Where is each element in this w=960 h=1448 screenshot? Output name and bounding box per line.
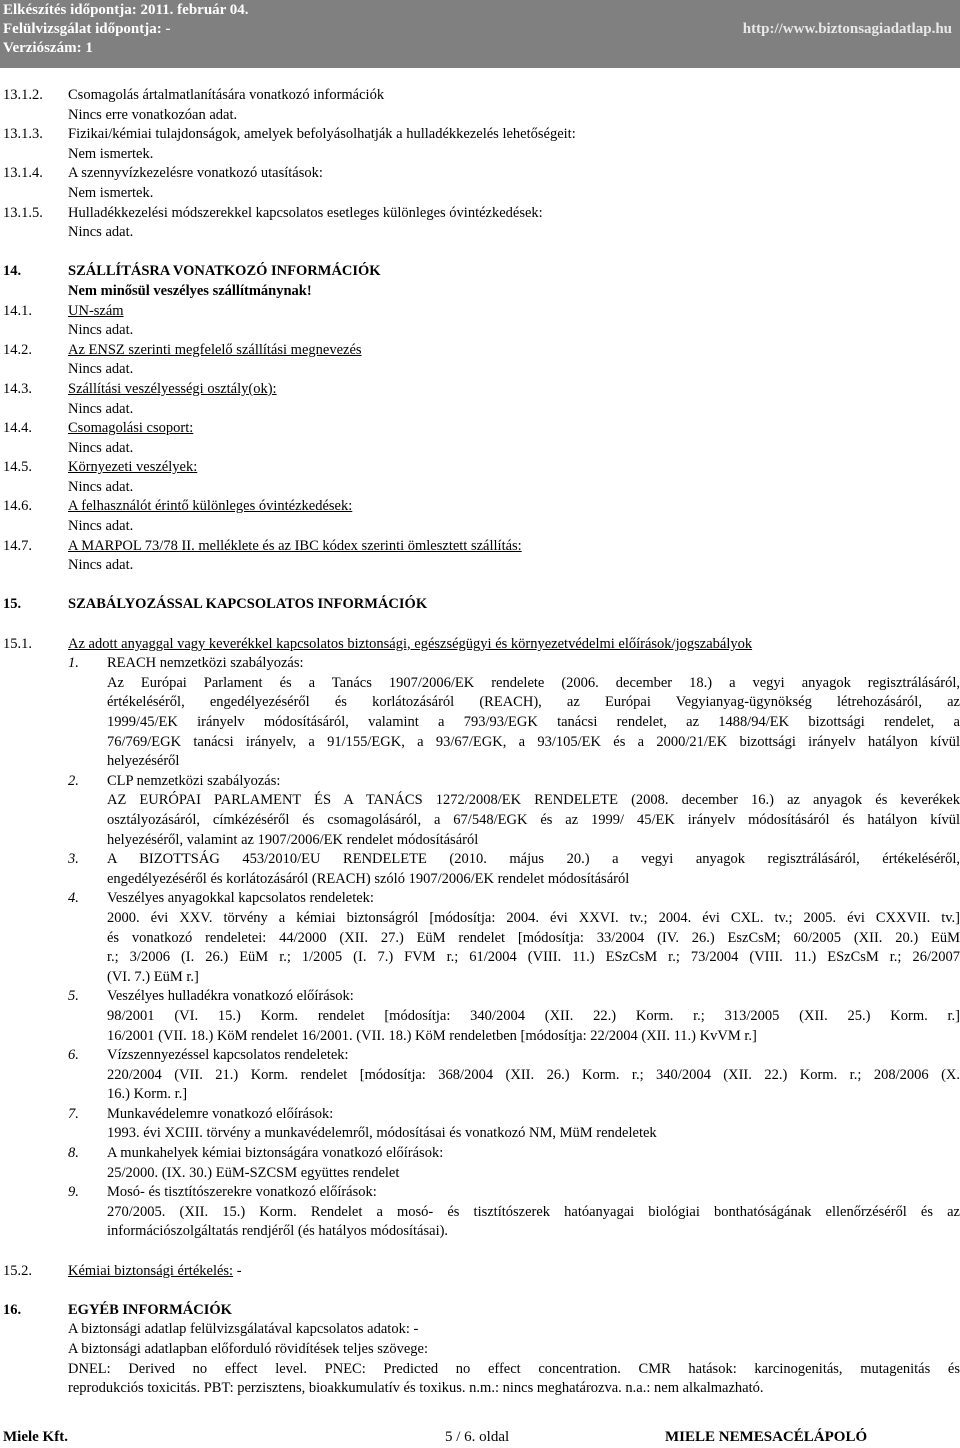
regulation-line [0, 1222, 960, 1242]
regulation-text: értékeléséről, engedélyezéséről és korlátozásáról (REACH), az Európai Vegyianyag-ügynökség létrehozásáról, az [107, 694, 960, 711]
review-date: Felülvizsgálat időpontja: - [3, 21, 171, 37]
section-14-heading: 14. SZÁLLÍTÁSRA VONATKOZÓ INFORMÁCIÓK [3, 263, 381, 280]
item-title: Csomagolás ártalmatlanítására vonatkozó információk [68, 87, 385, 103]
regulation-line [0, 733, 960, 753]
item-value: Nincs adat. [68, 224, 134, 241]
regulation-line [0, 909, 960, 929]
item-value: Nincs erre vonatkozóan adat. [68, 106, 238, 123]
regulation-number: 1. [68, 655, 79, 672]
regulation-text: 98/2001 (VI. 15.) Korm. rendelet [módosítja: 340/2004 (XII. 22.) Korm. r.; 313/2005 (XII. 25.) Korm. r.] [107, 1007, 960, 1024]
section-15-2-title: Kémiai biztonsági értékelés: [68, 1262, 234, 1279]
regulation-text: r.; 3/2006 (I. 26.) EüM r.; 1/2005 (I. 7.) FVM r.; 61/2004 (VIII. 11.) ESzCsM r.; 73/2004 (VIII. 11.) ESzCsM r.; 26/2007 [107, 949, 960, 966]
item-title: A MARPOL 73/78 II. melléklete és az IBC kódex szerinti ömlesztett szállítás: [68, 537, 522, 554]
regulation-text: és vonatkozó rendeletei: 44/2000 (XII. 27.) EüM rendelet [módosítja: 33/2004 (IV. 26.) EszCsM; 60/2005 (XII. 20.) EüM [107, 929, 960, 946]
regulation-text: 2000. évi XXV. törvény a kémiai biztonságról [módosítja: 2004. évi XXVI. tv.; 2004. évi CXL. tv.; 2005. évi CXXVII. tv.] [107, 909, 960, 926]
item-title: Az ENSZ szerinti megfelelő szállítási megnevezés [68, 341, 362, 358]
section-14-item-value [0, 439, 960, 459]
regulation-line [0, 693, 960, 713]
item-value: Nincs adat. [68, 400, 134, 417]
section-14-item-value [0, 517, 960, 537]
item-number: 13.1.3. [3, 126, 43, 143]
regulation-text: 16.) Korm. r.] [107, 1086, 188, 1103]
item-number: 13.1.2. [3, 87, 43, 103]
item-title: A szennyvízkezelésre vonatkozó utasítások: [68, 165, 323, 182]
document-body [0, 86, 960, 1399]
section-16-heading: 16. EGYÉB INFORMÁCIÓK [3, 1301, 232, 1318]
regulation-number: 8. [68, 1145, 79, 1162]
item-title: Környezeti veszélyek: [68, 459, 198, 476]
item-title: Szállítási veszélyességi osztály(ok): [68, 380, 277, 397]
regulation-text: 76/769/EGK tanácsi irányelv, a 91/155/EGK, a 93/67/EGK, a 93/105/EK és a 2000/21/EK bizottsági irányelv hatályon kívül [107, 733, 960, 750]
section-14-item-value [0, 321, 960, 341]
section-14-item-value [0, 400, 960, 420]
item-value: Nincs adat. [68, 361, 134, 378]
header-meta [3, 1, 249, 58]
item-number: 13.1.5. [3, 204, 43, 221]
header-url-link[interactable]: http://www.biztonsagiadatlap.hu [742, 21, 952, 37]
section-14-item [0, 341, 960, 361]
regulation-line [0, 1085, 960, 1105]
section-13-item [0, 86, 960, 106]
regulation-line [0, 850, 960, 870]
section-14-item-value [0, 360, 960, 380]
section-13-item-value [0, 223, 960, 243]
section-14-item [0, 302, 960, 322]
item-title: A felhasználót érintő különleges óvintézkedések: [68, 498, 353, 515]
item-number: 14.1. [3, 302, 32, 319]
section-14-item-value [0, 478, 960, 498]
regulation-title: Munkavédelemre vonatkozó előírások: [107, 1105, 334, 1122]
document-header [0, 0, 960, 68]
item-title: UN-szám [68, 302, 124, 319]
regulation-text: AZ EURÓPAI PARLAMENT ÉS A TANÁCS 1272/2008/EK RENDELETE (2008. december 16.) az anyagok és keverékek [107, 792, 960, 809]
item-title: Hulladékkezelési módszerekkel kapcsolatos esetleges különleges óvintézkedések: [68, 204, 543, 221]
item-number: 14.2. [3, 341, 32, 358]
item-number: 14.7. [3, 537, 32, 554]
regulation-line [0, 1203, 960, 1223]
regulation-line [0, 752, 960, 772]
section-14-item [0, 458, 960, 478]
section-13-items [0, 86, 960, 243]
section-16-line-2: A biztonsági adatlapban előforduló rövidítések teljes szövege: [68, 1341, 428, 1357]
regulation-title: Veszélyes hulladékra vonatkozó előírások: [107, 988, 354, 1005]
regulation-title: Mosó- és tisztítószerekre vonatkozó előírások: [107, 1184, 377, 1201]
item-value: Nincs adat. [68, 557, 134, 574]
item-number: 14.6. [3, 498, 32, 515]
item-value: Nincs adat. [68, 439, 134, 456]
item-value: Nincs adat. [68, 518, 134, 535]
regulation-line [0, 674, 960, 694]
section-15-1-heading: 15.1. Az adott anyaggal vagy keverékkel kapcsolatos biztonsági, egészségügyi és környezetvédelmi előírások/jogszabályok [3, 635, 753, 652]
regulation-heading [0, 1183, 960, 1203]
regulation-text: 25/2000. (IX. 30.) EüM-SZCSM együttes rendelet [107, 1164, 400, 1181]
regulation-line [0, 713, 960, 733]
section-14-note: Nem minősül veszélyes szállítmánynak! [68, 282, 312, 299]
regulation-line [0, 1124, 960, 1144]
regulation-heading [0, 1105, 960, 1125]
section-14-items [0, 302, 960, 576]
section-14-item [0, 497, 960, 517]
regulation-heading [0, 889, 960, 909]
regulation-number: 5. [68, 988, 79, 1005]
section-13-item [0, 164, 960, 184]
regulation-text: 1999/45/EK irányelv módosításáról, valamint a 793/93/EGK tanácsi rendelet, az 1488/94/EK bizottsági rendelet, a [107, 714, 960, 730]
section-15-heading: 15. SZABÁLYOZÁSSAL KAPCSOLATOS INFORMÁCIÓK [3, 596, 428, 613]
section-13-item [0, 125, 960, 145]
regulation-number: 3. [68, 851, 79, 868]
regulation-title: Vízszennyezéssel kapcsolatos rendeletek: [107, 1047, 349, 1064]
regulation-heading [0, 987, 960, 1007]
document-footer [0, 1428, 960, 1447]
section-13-item-value [0, 106, 960, 126]
regulation-line [0, 831, 960, 851]
regulation-line [0, 791, 960, 811]
section-13-item-value [0, 184, 960, 204]
section-14-item [0, 419, 960, 439]
regulation-title: Veszélyes anyagokkal kapcsolatos rendeletek: [107, 890, 374, 907]
regulation-line [0, 1007, 960, 1027]
prepared-date: Elkészítés időpontja: 2011. február 04. [3, 2, 249, 18]
regulation-list [0, 654, 960, 1242]
regulation-line [0, 968, 960, 988]
regulation-text: 1993. évi XCIII. törvény a munkavédelemről, módosításai és vonatkozó NM, MüM rendeletek [107, 1125, 657, 1142]
regulation-title: CLP nemzetközi szabályozás: [107, 772, 281, 789]
regulation-line [0, 948, 960, 968]
regulation-line [0, 1027, 960, 1047]
item-value: Nem ismertek. [68, 145, 154, 162]
regulation-heading [0, 1144, 960, 1164]
section-14-item [0, 380, 960, 400]
regulation-text: információszolgáltatás rendjéről (és hatályos módosításai). [107, 1223, 449, 1240]
item-number: 13.1.4. [3, 165, 43, 182]
section-14-item-value [0, 556, 960, 576]
item-number: 14.4. [3, 420, 32, 437]
regulation-text: helyezéséről, valamint az 1907/2006/EK rendelet módosításáról [107, 831, 479, 848]
section-13-item [0, 204, 960, 224]
regulation-heading [0, 772, 960, 792]
regulation-number: 2. [68, 772, 79, 789]
regulation-text: 16/2001 (VII. 18.) KöM rendelet 16/2001. (VII. 18.) KöM rendeletben [módosítja: 22/2004 (XII. 11.) KvVM r.] [107, 1027, 757, 1044]
regulation-line [0, 811, 960, 831]
item-number: 14.3. [3, 380, 32, 397]
item-number: 14.5. [3, 459, 32, 476]
regulation-text: (VI. 7.) EüM r.] [107, 968, 199, 985]
section-15-2: 15.2. Kémiai biztonsági értékelés: - [3, 1262, 242, 1279]
regulation-number: 4. [68, 890, 79, 907]
regulation-text: A BIZOTTSÁG 453/2010/EU RENDELETE (2010. május 20.) a vegyi anyagok regisztrálásáról, értékeléséről, [107, 851, 960, 868]
footer-page-number: 5 / 6. oldal [445, 1429, 510, 1445]
footer-company: Miele Kft. [3, 1429, 68, 1445]
regulation-text: 270/2005. (XII. 15.) Korm. Rendelet a mosó- és tisztítószerek hatóanyagai biológiai bonthatóságának ellenőrzéséről és az [107, 1203, 960, 1220]
section-16-line-4: reprodukciós toxicitás. PBT: perzisztens, bioakkumulatív és toxikus. n.m.: nincs meghatározva. n.a.: nem alkalmazható. [68, 1380, 764, 1397]
section-15-2-value: - [233, 1262, 242, 1279]
regulation-text: 220/2004 (VII. 21.) Korm. rendelet [módosítja: 368/2004 (XII. 26.) Korm. r.; 340/2004 (XII. 22.) Korm. r.; 208/2006 (X. [107, 1066, 960, 1083]
item-value: Nem ismertek. [68, 184, 154, 201]
regulation-text: Az Európai Parlament és a Tanács 1907/2006/EK rendelete (2006. december 18.) a vegyi anyagok regisztrálásáról, [107, 674, 960, 691]
version-number: Verziószám: 1 [3, 40, 93, 56]
item-value: Nincs adat. [68, 478, 134, 495]
item-value: Nincs adat. [68, 322, 134, 339]
item-title: Fizikai/kémiai tulajdonságok, amelyek befolyásolhatják a hulladékkezelés lehetőségeit: [68, 126, 576, 143]
regulation-text: helyezéséről [107, 753, 180, 770]
regulation-text: osztályozásáról, címkézéséről és csomagolásáról, a 67/548/EGK és az 1999/ 45/EK irányelv módosításáról és hatályon kívül [107, 811, 960, 828]
regulation-line [0, 929, 960, 949]
regulation-text: engedélyezéséről és korlátozásáról (REACH) szóló 1907/2006/EK rendelet módosításáról [107, 870, 630, 887]
regulation-number: 9. [68, 1184, 79, 1201]
regulation-number: 6. [68, 1047, 79, 1064]
section-16-line-3: DNEL: Derived no effect level. PNEC: Predicted no effect concentration. CMR hatások: karcinogenitás, mutagenitás és [68, 1360, 960, 1377]
regulation-number: 7. [68, 1105, 79, 1122]
regulation-title: A munkahelyek kémiai biztonságára vonatkozó előírások: [107, 1145, 444, 1162]
section-14-item [0, 537, 960, 557]
section-13-item-value [0, 145, 960, 165]
regulation-line [0, 870, 960, 890]
item-title: Csomagolási csoport: [68, 420, 194, 437]
section-16-line-1: A biztonsági adatlap felülvizsgálatával kapcsolatos adatok: - [68, 1321, 419, 1338]
regulation-line [0, 1066, 960, 1086]
regulation-title: REACH nemzetközi szabályozás: [107, 655, 304, 672]
footer-product: MIELE NEMESACÉLÁPOLÓ [665, 1429, 868, 1445]
regulation-heading [0, 1046, 960, 1066]
regulation-heading [0, 654, 960, 674]
regulation-line [0, 1164, 960, 1184]
